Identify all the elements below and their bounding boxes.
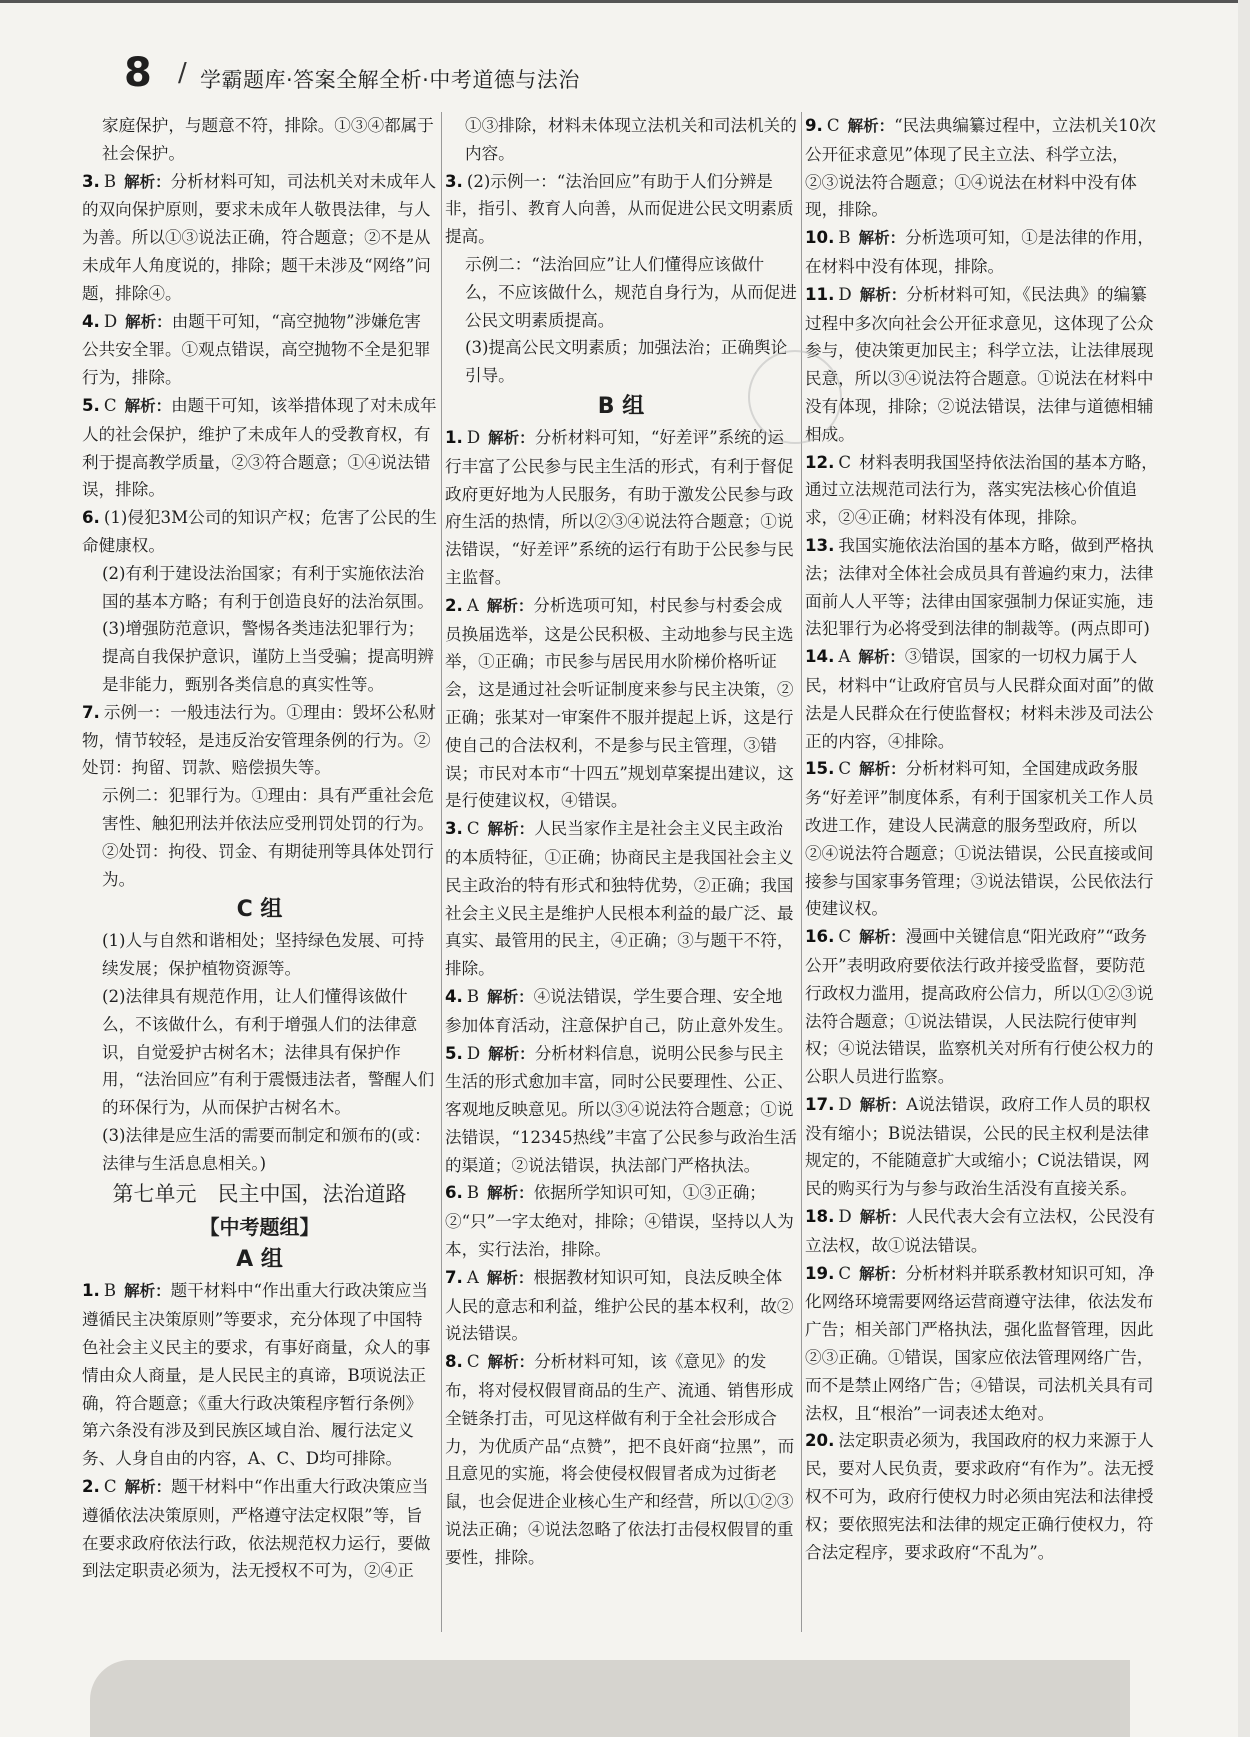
- answer-letter: B: [838, 228, 851, 248]
- paragraph: (3)法律是应生活的需要而制定和颁布的(或：法律与生活息息相关。): [102, 1125, 431, 1173]
- item-number: 16.: [805, 927, 835, 947]
- answer-item: [805, 1091, 1160, 1203]
- analysis-label: 解析：: [859, 285, 907, 304]
- paragraph: (3)提高公民文明素质；加强法治；正确舆论引导。: [465, 338, 788, 386]
- answer-item: [445, 592, 797, 815]
- paragraph: 示例二：“法治回应”让人们懂得应该做什么，不应该做什么，规范自身行为，从而促进公民文明素质提高。: [465, 254, 797, 330]
- answer-item: [805, 449, 1160, 532]
- item-number: 4.: [82, 311, 100, 331]
- column-2: [445, 112, 797, 1572]
- item-text: 分析材料可知，司法机关对未成年人的双向保护原则，要求未成年人敬畏法律，与人为善。所以①③说法正确，符合题意；②不是从未成年人角度说的，排除；题干未涉及“网络”问题，排除④。: [82, 171, 437, 303]
- analysis-label: 解析：: [487, 987, 534, 1006]
- answer-item: [445, 1348, 797, 1571]
- paragraph: (2)法律具有规范作用，让人们懂得该做什么，不该做什么，有利于增强人们的法律意识，自觉爱护古树名木；法律具有保护作用，“法治回应”有利于震慑违法者，警醒人们的环保行为，从而保护古树名木。: [102, 986, 435, 1118]
- analysis-label: 解析：: [124, 172, 171, 191]
- analysis-label: 解析：: [486, 596, 534, 615]
- group-title: C 组: [236, 897, 283, 923]
- item-text: 根据教材知识可知，良法反映全体人民的意志和利益，维护公民的基本权利，故②说法错误。: [445, 1267, 794, 1344]
- item-number: 2.: [445, 595, 463, 615]
- item-number: 17.: [805, 1094, 835, 1114]
- footer-bar: [90, 1660, 1130, 1737]
- item-number: 15.: [805, 759, 835, 779]
- paragraph: ①③排除，材料未体现立法机关和司法机关的内容。: [465, 116, 797, 163]
- answer-item: [805, 643, 1160, 755]
- column-1: [82, 112, 437, 1585]
- analysis-label: 解析：: [487, 1353, 535, 1372]
- column-divider: [801, 112, 802, 1632]
- analysis-label: 解析：: [859, 760, 906, 779]
- analysis-label: 解析：: [488, 428, 535, 447]
- item-text: (2)示例一：“法治回应”有助于人们分辨是非，指引、教育人向善，从而促进公民文明素质提高。: [445, 171, 794, 247]
- answer-item: [805, 224, 1160, 281]
- item-number: 1.: [82, 1281, 100, 1301]
- item-number: 13.: [805, 535, 835, 555]
- answer-item: [82, 168, 437, 308]
- item-number: 6.: [445, 1183, 463, 1203]
- answer-item: [82, 392, 437, 504]
- answer-letter: C: [838, 452, 852, 472]
- answer-letter: D: [838, 284, 852, 304]
- answer-letter: B: [103, 171, 117, 191]
- page-number: 8: [124, 50, 152, 96]
- item-number: 2.: [82, 1477, 100, 1497]
- item-number: 3.: [445, 171, 463, 191]
- analysis-label: 解析：: [487, 1184, 534, 1203]
- answer-item: [445, 1264, 797, 1348]
- item-text: “民法典编纂过程中，立法机关10次公开征求意见”体现了民主立法、科学立法，②③说法符合题意；①④说法在材料中没有体现，排除。: [805, 116, 1156, 220]
- answer-item: [445, 1040, 797, 1180]
- analysis-label: 解析：: [859, 1208, 907, 1227]
- answer-item: [445, 983, 797, 1040]
- item-text: 示例一：一般违法行为。①理由：毁坏公私财物，情节较轻，是违反治安管理条例的行为。②处罚：拘留、罚款、赔偿损失等。: [82, 702, 436, 778]
- item-number: 7.: [445, 1267, 463, 1287]
- answer-letter: C: [838, 927, 852, 947]
- analysis-label: 解析：: [487, 820, 535, 839]
- answer-item: [805, 1260, 1160, 1428]
- item-number: 3.: [82, 171, 100, 191]
- answer-item: [805, 281, 1160, 449]
- answer-item: [82, 1277, 437, 1473]
- watermark-stamp: [748, 350, 842, 444]
- item-text: 分析材料可知，该《意见》的发布，将对侵权假冒商品的生产、流通、销售形成全链条打击，可见这样做有利于全社会形成合力，为优质产品“点赞”，把不良奸商“拉黑”，而且意见的实施，将会使侵权假冒者成为过街老鼠，也会促进企业核心生产和经营，所以①②③说法正确；④说法忽略了依法打击侵权假冒的重要性，排除。: [445, 1352, 795, 1567]
- analysis-label: 解析：: [124, 396, 172, 415]
- answer-letter: A: [466, 1267, 479, 1287]
- answer-letter: C: [466, 819, 480, 839]
- item-text: 材料表明我国坚持依法治国的基本方略，通过立法规范司法行为，落实宪法核心价值追求，②④正确；材料没有体现，排除。: [805, 452, 1158, 528]
- analysis-label: 解析：: [847, 117, 895, 135]
- analysis-label: 解析：: [124, 1282, 171, 1301]
- analysis-label: 解析：: [125, 312, 172, 331]
- answer-item: [445, 815, 797, 983]
- group-title: A 组: [236, 1247, 283, 1273]
- answer-item: [82, 699, 437, 782]
- item-number: 3.: [445, 819, 463, 839]
- item-text: 由题干可知，“高空抛物”涉嫌危害公共安全罪。①观点错误，高空抛物不全是犯罪行为，排除。: [82, 311, 431, 388]
- column-divider: [441, 112, 442, 1632]
- answer-letter: A: [838, 647, 851, 667]
- section-title: 【中考题组】: [199, 1215, 320, 1240]
- group-title: B 组: [597, 393, 645, 419]
- analysis-label: 解析：: [858, 648, 905, 667]
- item-text: 分析材料并联系教材知识可知，净化网络环境需要网络运营商遵守法律，依法发布广告；相关部门严格执法，强化监督管理，因此②③正确。①错误，国家应依法管理网络广告，而不是禁止网络广告；④错误，司法机关具有司法权，且“根治”一词表述太绝对。: [805, 1263, 1155, 1423]
- answer-letter: C: [103, 395, 117, 415]
- answer-letter: A: [466, 595, 479, 615]
- page-edge: [1238, 0, 1250, 1737]
- answer-item: [445, 1179, 797, 1263]
- answer-item: [805, 1203, 1160, 1260]
- item-text: 分析选项可知，村民参与村委会成员换届选举，这是公民积极、主动地参与民主选举，①正确；市民参与居民用水阶梯价格听证会，这是通过社会听证制度来参与民主决策，②正确；张某对一审案件不服并提起上诉，这是行使自己的合法权利，不是参与民主管理，③错误；市民对本市“十四五”规划草案提出建议，这是行使建议权，④错误。: [445, 595, 794, 811]
- item-number: 5.: [82, 395, 100, 415]
- analysis-label: 解析：: [486, 1268, 534, 1287]
- answer-letter: C: [103, 1477, 117, 1497]
- item-text: 人民当家作主是社会主义民主政治的本质特征，①正确；协商民主是我国社会主义民主政治的特有形式和独特优势，②正确；我国社会主义民主是维护人民根本利益的最广泛、最真实、最管用的民主，④正确；③与题干不符，排除。: [445, 819, 794, 979]
- answer-item: [82, 1473, 437, 1585]
- analysis-label: 解析：: [859, 1095, 907, 1114]
- paragraph: (3)增强防范意识，警惕各类违法犯罪行为；提高自我保护意识，谨防上当受骗；提高明辨是非能力，甄别各类信息的真实性等。: [102, 619, 434, 694]
- column-3: [805, 112, 1160, 1566]
- analysis-label: 解析：: [859, 1264, 906, 1283]
- answer-item: [445, 168, 797, 251]
- item-text: 依据所学知识可知，①③正确；②“只”一字太绝对，排除；④错误，坚持以人为本，实行法治，排除。: [445, 1183, 794, 1260]
- item-text: 分析材料可知，“好差评”系统的运行丰富了公民参与民主生活的形式，有利于督促政府更好地为人民服务，有助于激发公民参与政府生活的热情，所以②③④说法符合题意；①说法错误，“好差评”系统的运行有助于公民参与民主监督。: [445, 427, 794, 587]
- item-number: 4.: [445, 986, 463, 1006]
- answer-item: [805, 1427, 1160, 1566]
- answer-letter: D: [838, 1207, 852, 1227]
- item-text: 我国实施依法治国的基本方略，做到严格执法；法律对全体社会成员具有普遍约束力，法律面前人人平等；法律由国家强制力保证实施，违法犯罪行为必将受到法律的制裁等。(两点即可): [805, 535, 1154, 639]
- item-text: 题干材料中“作出重大行政决策应当遵循民主决策原则”等要求，充分体现了中国特色社会主义民主的要求，有事好商量，众人的事情由众人商量，是人民民主的真谛，B项说法正确，符合题意；《重大行政决策程序暂行条例》第六条没有涉及到民族区域自治、履行法定义务、人身自由的内容，A、C、D均可排除。: [82, 1281, 431, 1469]
- answer-item: [805, 755, 1160, 923]
- answer-item: [82, 504, 437, 560]
- analysis-label: 解析：: [124, 1478, 172, 1497]
- paragraph: (1)人与自然和谐相处；坚持绿色发展、可持续发展；保护植物资源等。: [102, 931, 425, 979]
- item-number: 19.: [805, 1263, 835, 1283]
- item-text: 分析材料信息，说明公民参与民主生活的形式愈加丰富，同时公民要理性、公正、客观地反映意见。所以③④说法符合题意；①说法错误，“12345热线”丰富了公民参与政治生活的渠道；②说法错误，执法部门严格执法。: [445, 1043, 797, 1175]
- item-text: (1)侵犯3M公司的知识产权；危害了公民的生命健康权。: [82, 508, 437, 555]
- item-text: A说法错误，政府工作人员的职权没有缩小；B说法错误，公民的民主权利是法律规定的，不能随意扩大或缩小；C说法错误，网民的购买行为与参与政治生活没有直接关系。: [805, 1094, 1151, 1199]
- item-text: 分析材料可知，《民法典》的编纂过程中多次向社会公开征求意见，这体现了公众参与，使决策更加民主；科学立法，让法律展现民意，所以③④说法符合题意。①说法在材料中没有体现，排除；②说法错误，法律与道德相辅相成。: [805, 284, 1154, 444]
- item-text: ③错误，国家的一切权力属于人民，材料中“让政府官员与人民群众面对面”的做法是人民群众在行使监督权；材料未涉及司法公正的内容，④排除。: [805, 647, 1154, 751]
- item-text: 法定职责必须为，我国政府的权力来源于人民，要对人民负责，要求政府“有作为”。法无授权不可为，政府行使权力时必须由宪法和法律授权；要依照宪法和法律的规定正确行使权力，符合法定程序，要求政府“不乱为”。: [805, 1431, 1154, 1562]
- answer-letter: B: [466, 1183, 480, 1203]
- item-number: 11.: [805, 284, 835, 304]
- analysis-label: 解析：: [858, 229, 906, 248]
- header-slash: /: [178, 58, 187, 88]
- answer-letter: D: [838, 1094, 852, 1114]
- header-title: 学霸题库·答案全解全析·中考道德与法治: [200, 68, 580, 92]
- item-text: 分析材料可知，全国建成政务服务“好差评”制度体系，有利于国家机关工作人员改进工作，建设人民满意的服务型政府，所以②④说法符合题意；①说法错误，公民直接或间接参与国家事务管理；③说法错误，公民依法行使建议权。: [805, 759, 1154, 919]
- item-number: 7.: [82, 702, 100, 722]
- item-text: 由题干可知，该举措体现了对未成年人的社会保护，维护了未成年人的受教育权，有利于提高教学质量，②③符合题意；①④说法错误，排除。: [82, 395, 437, 500]
- analysis-label: 解析：: [488, 1044, 535, 1063]
- item-number: 14.: [805, 647, 835, 667]
- answer-item: [445, 424, 797, 592]
- answer-item: [805, 532, 1160, 643]
- paragraph: 家庭保护，与题意不符，排除。①③④都属于社会保护。: [102, 116, 434, 163]
- item-number: 18.: [805, 1207, 835, 1227]
- answer-letter: D: [466, 1043, 481, 1063]
- answer-item: [805, 112, 1160, 224]
- item-number: 6.: [82, 508, 100, 528]
- item-text: ④说法错误，学生要合理、安全地参加体育活动，注意保护自己，防止意外发生。: [445, 986, 794, 1035]
- answer-letter: B: [466, 986, 480, 1006]
- item-number: 20.: [805, 1431, 835, 1451]
- answer-item: [805, 923, 1160, 1091]
- item-text: 题干材料中“作出重大行政决策应当遵循依法决策原则，严格遵守法定权限”等，旨在要求政府依法行政，依法规范权力运行，要做到法定职责必须为，法无授权不可为，②④正: [82, 1477, 431, 1581]
- answer-item: [82, 308, 437, 392]
- item-number: 9.: [805, 116, 823, 135]
- item-number: 8.: [445, 1352, 463, 1372]
- unit-title: 第七单元 民主中国，法治道路: [112, 1182, 407, 1207]
- item-number: 5.: [445, 1043, 463, 1063]
- analysis-label: 解析：: [859, 928, 906, 947]
- answer-letter: C: [826, 116, 840, 135]
- answer-letter: B: [103, 1281, 117, 1301]
- answer-letter: D: [103, 311, 118, 331]
- answer-letter: D: [466, 427, 481, 447]
- answer-letter: C: [466, 1352, 480, 1372]
- item-number: 1.: [445, 427, 463, 447]
- paragraph: (2)有利于建设法治国家；有利于实施依法治国的基本方略；有利于创造良好的法治氛围。: [102, 563, 434, 611]
- answer-letter: C: [838, 1263, 852, 1283]
- item-text: 漫画中关键信息“阳光政府”“政务公开”表明政府要依法行政并接受监督，要防范行政权力滥用，提高政府公信力，所以①②③说法符合题意；①说法错误，人民法院行使审判权；④说法错误，监察机关对所有行使公权力的公职人员进行监察。: [805, 927, 1154, 1087]
- item-text: 人民代表大会有立法权，公民没有立法权，故①说法错误。: [805, 1207, 1156, 1255]
- item-number: 12.: [805, 452, 835, 472]
- answer-letter: C: [838, 759, 852, 779]
- page-header: [0, 0, 1250, 95]
- item-number: 10.: [805, 228, 835, 248]
- paragraph: 示例二：犯罪行为。①理由：具有严重社会危害性、触犯刑法并依法应受刑罚处罚的行为。②处罚：拘役、罚金、有期徒刑等具体处罚行为。: [102, 786, 434, 889]
- item-text: 分析选项可知，①是法律的作用，在材料中没有体现，排除。: [805, 228, 1155, 276]
